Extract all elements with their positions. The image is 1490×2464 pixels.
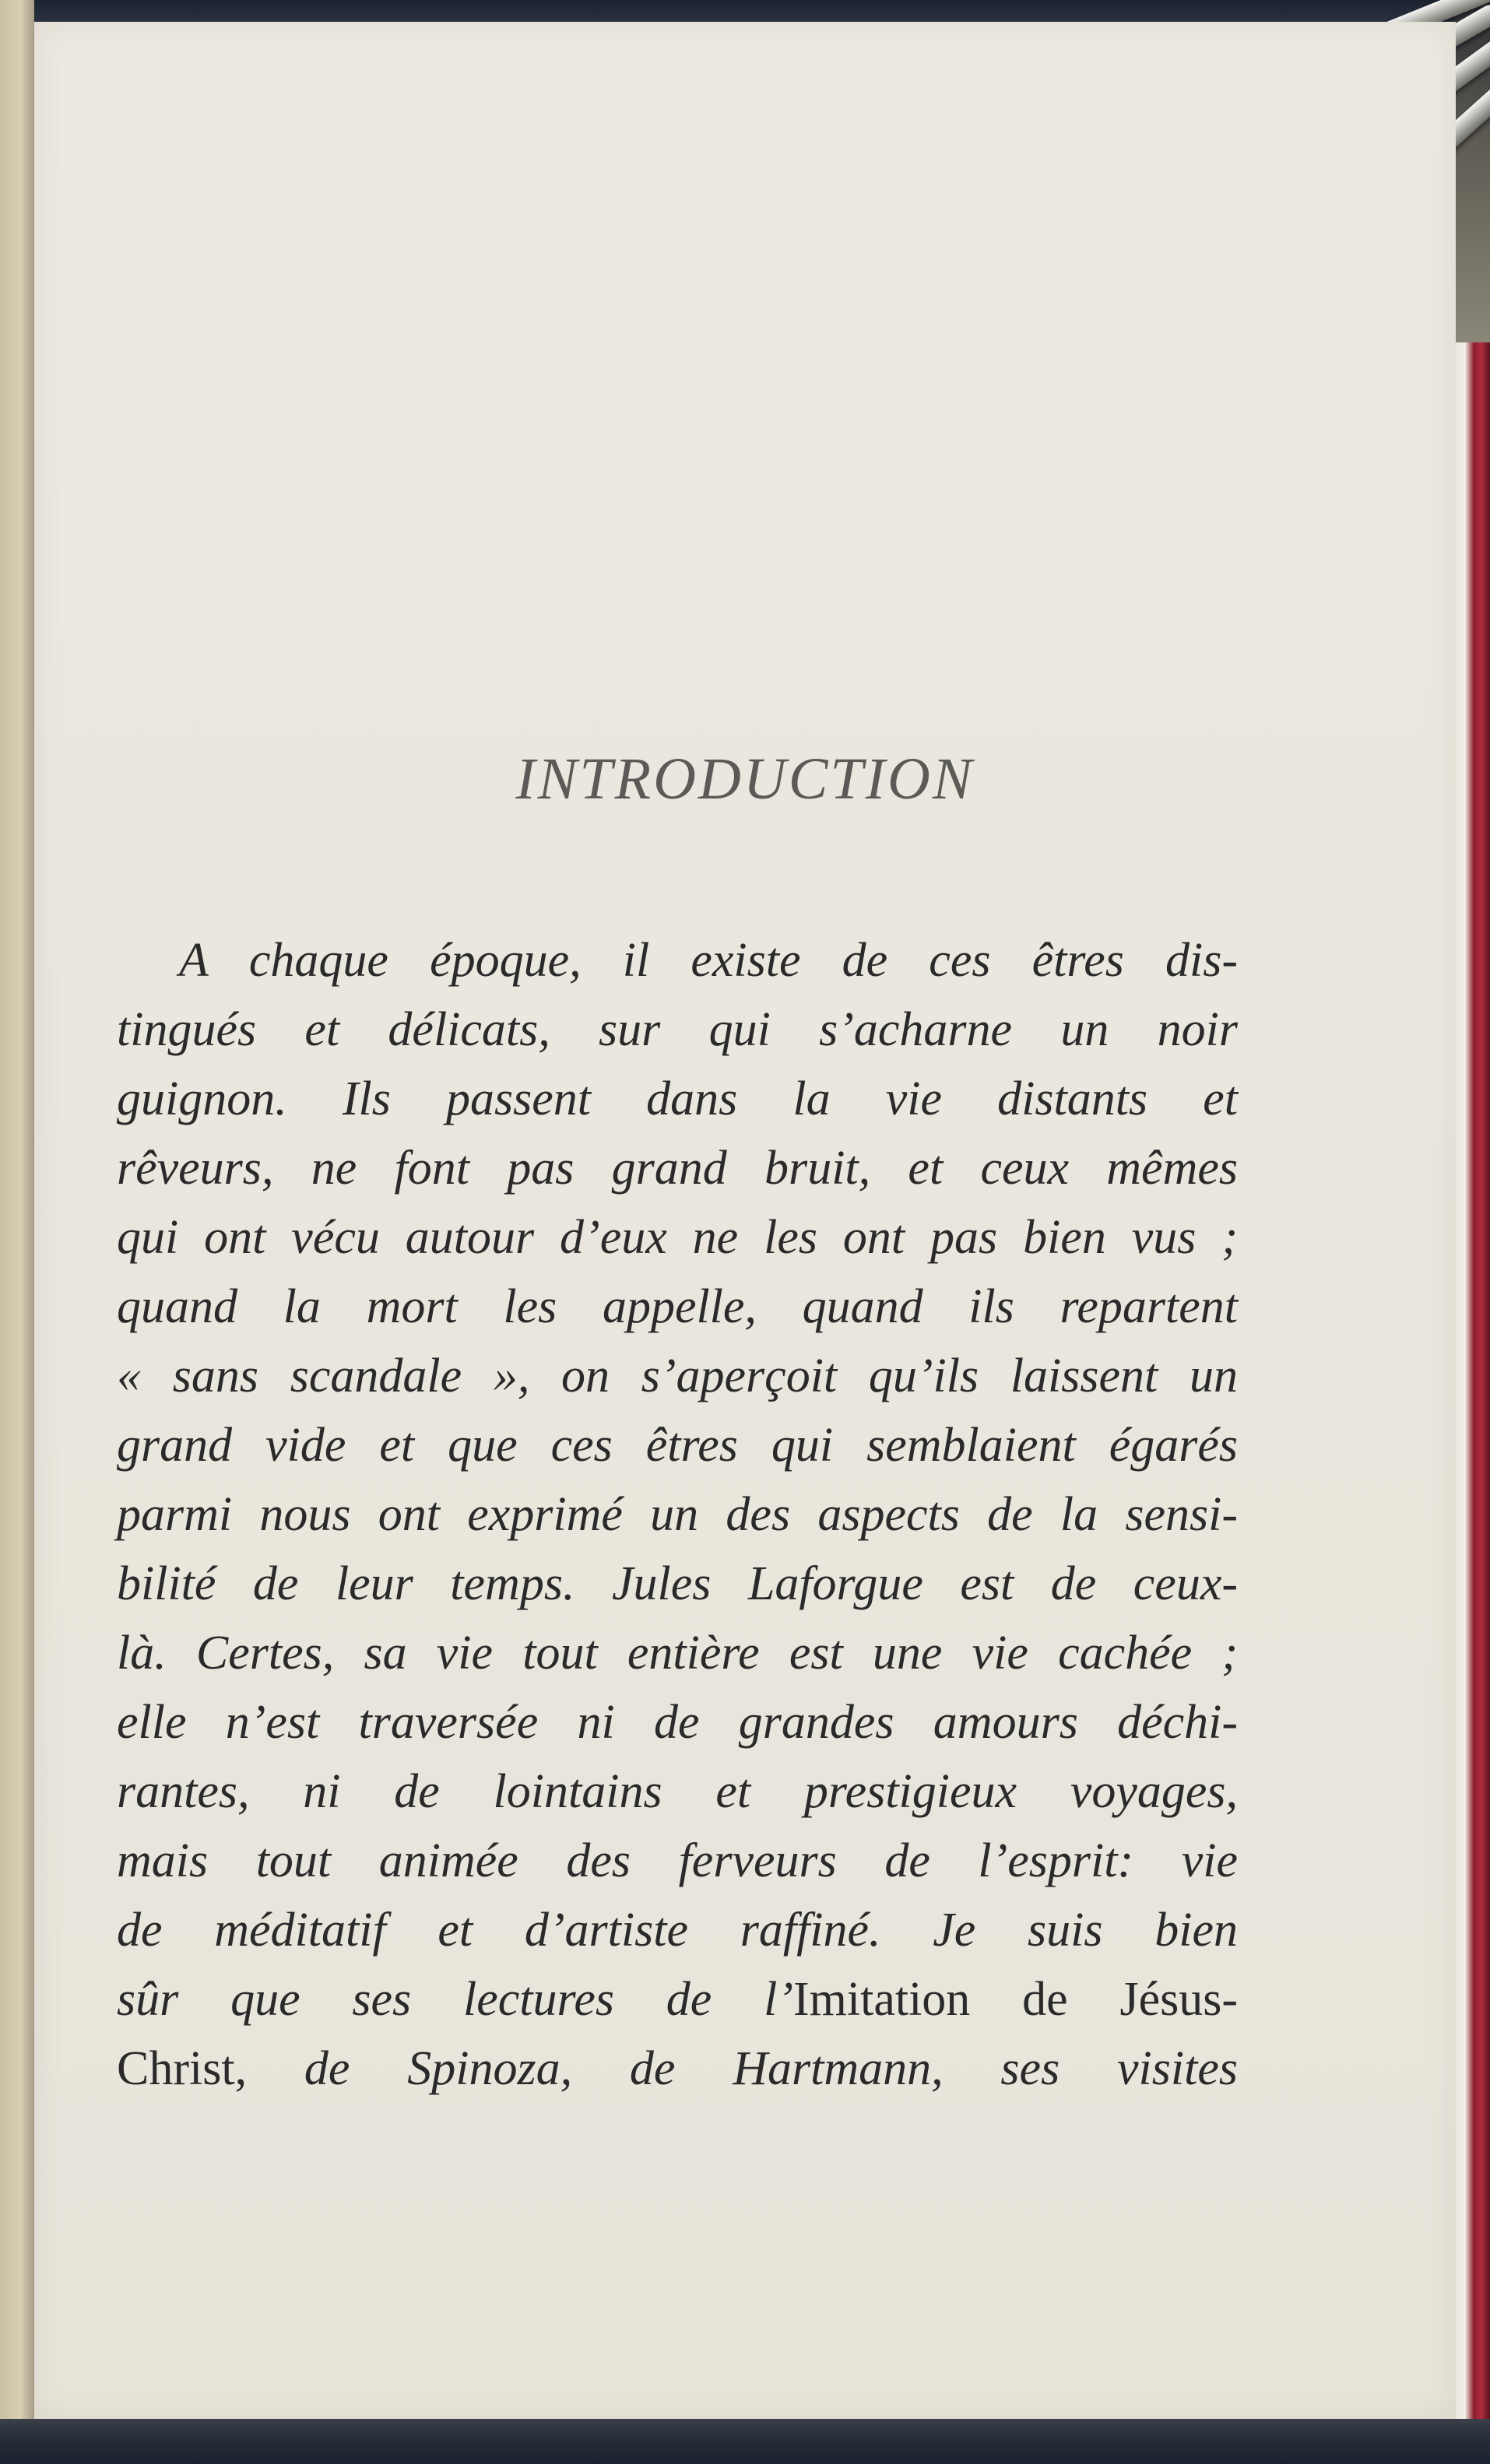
text-line: « sans scandale », on s’aperçoit qu’ils laissent un bbox=[117, 1350, 1238, 1402]
chapter-title: INTRODUCTION bbox=[515, 746, 975, 812]
text-line: elle n’est traversée ni de grandes amours déchi- bbox=[117, 1696, 1238, 1749]
text-line: parmi nous ont exprimé un des aspects de la sensi- bbox=[117, 1488, 1238, 1541]
text-line: rantes, ni de lointains et prestigieux voyages, bbox=[117, 1765, 1238, 1818]
book-page bbox=[34, 22, 1456, 2419]
text-line: grand vide et que ces êtres qui semblaient égarés bbox=[117, 1419, 1238, 1472]
page-edges-red bbox=[1454, 342, 1490, 2428]
introduction-paragraph bbox=[117, 926, 1238, 2104]
text-line: tingués et délicats, sur qui s’acharne un noir bbox=[117, 1003, 1238, 1056]
text-italic: sûr que ses lectures de l’ bbox=[117, 1973, 793, 2026]
book-cover-bottom-edge bbox=[0, 2419, 1490, 2464]
text-line: quand la mort les appelle, quand ils repartent bbox=[117, 1280, 1238, 1333]
text-line: qui ont vécu autour d’eux ne les ont pas bien vus ; bbox=[117, 1211, 1238, 1264]
book-title-roman: Christ, bbox=[117, 2042, 304, 2095]
text-line-mixed bbox=[117, 1965, 1238, 2034]
text-line: A chaque époque, il existe de ces êtres dis- bbox=[179, 934, 1238, 987]
text-line: rêveurs, ne font pas grand bruit, et ceux mêmes bbox=[117, 1142, 1238, 1195]
text-italic: de Spinoza, de Hartmann, ses visites bbox=[304, 2042, 1238, 2095]
text-line: là. Certes, sa vie tout entière est une vie cachée ; bbox=[117, 1627, 1238, 1680]
text-line: guignon. Ils passent dans la vie distants et bbox=[117, 1072, 1238, 1125]
text-line: de méditatif et d’artiste raffiné. Je suis bien bbox=[117, 1904, 1238, 1957]
text-line: bilité de leur temps. Jules Laforgue est de ceux- bbox=[117, 1557, 1238, 1610]
text-line-mixed bbox=[117, 2034, 1238, 2104]
book-title-roman: Imitation de Jésus- bbox=[793, 1973, 1238, 2026]
book-gutter bbox=[0, 0, 34, 2464]
text-line: mais tout animée des ferveurs de l’esprit: vie bbox=[117, 1834, 1238, 1887]
